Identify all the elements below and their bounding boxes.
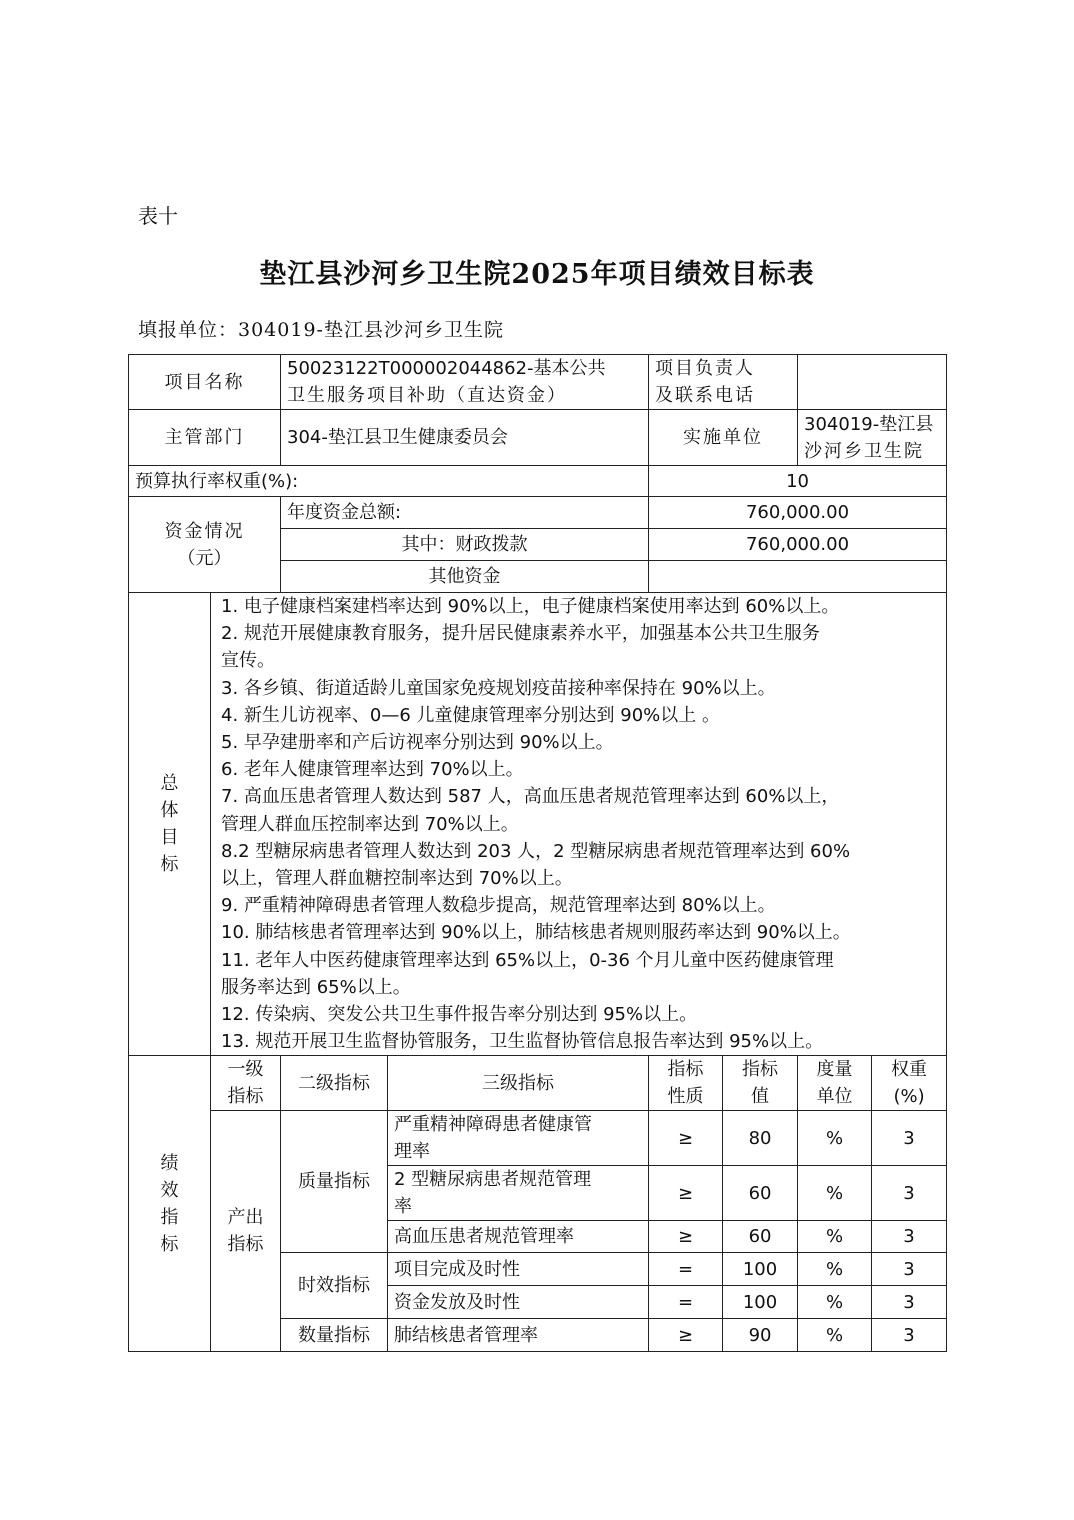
indicator-value: 60	[723, 1221, 798, 1253]
level2-quantity: 数量指标	[281, 1319, 388, 1352]
indicator-value: 60	[723, 1166, 798, 1221]
indicator-unit: %	[798, 1221, 872, 1253]
level3-indicator: 肺结核患者管理率	[388, 1319, 649, 1352]
header-nature-line: 指标	[667, 1059, 704, 1081]
annual-total-value: 760,000.00	[649, 497, 947, 529]
indicator-nature: =	[649, 1286, 723, 1319]
goal-line: 7. 高血压患者管理人数达到 587 人，高血压患者规范管理率达到 60%以上，	[221, 786, 840, 808]
goals-content	[211, 593, 947, 1056]
fiscal-value: 760,000.00	[649, 529, 947, 561]
indicator-value: 100	[723, 1253, 798, 1286]
dept-label: 主管部门	[129, 410, 281, 466]
perf-label-char: 绩	[160, 1152, 179, 1174]
indicator-weight: 3	[872, 1111, 947, 1166]
document-label: 表十	[138, 204, 178, 228]
leader-label-line1: 项目负责人	[655, 358, 756, 379]
goal-line: 11. 老年人中医药健康管理率达到 65%以上，0-36 个月儿童中医药健康管理	[221, 949, 834, 971]
goals-label-char: 体	[160, 800, 179, 822]
budget-weight-value: 10	[649, 466, 947, 497]
goal-line: 2. 规范开展健康教育服务，提升居民健康素养水平，加强基本公共卫生服务	[221, 623, 820, 645]
indicator-unit: %	[798, 1286, 872, 1319]
perf-label	[129, 1056, 211, 1352]
funds-label-line2: （元）	[177, 547, 232, 569]
indicator-unit: %	[798, 1111, 872, 1166]
project-name-label: 项目名称	[129, 355, 281, 410]
indicator-nature: ≥	[649, 1111, 723, 1166]
budget-weight-label: 预算执行率权重(%):	[129, 466, 649, 497]
indicator-weight: 3	[872, 1319, 947, 1352]
perf-label-char: 标	[160, 1233, 179, 1255]
goal-line: 服务率达到 65%以上。	[221, 976, 411, 998]
indicator-value: 80	[723, 1111, 798, 1166]
perf-label-char: 效	[160, 1179, 179, 1201]
level1-output-line: 指标	[227, 1234, 264, 1256]
header-weight-line: 权重	[891, 1059, 928, 1081]
dept-value: 304-垫江县卫生健康委员会	[281, 410, 649, 466]
goal-line: 宣传。	[221, 650, 275, 672]
level3-indicator	[388, 1111, 649, 1166]
level3-line: 率	[394, 1196, 412, 1218]
goals-label-char: 标	[160, 854, 179, 876]
indicator-unit: %	[798, 1319, 872, 1352]
leader-label	[649, 355, 798, 410]
goal-line: 管理人群血压控制率达到 70%以上。	[221, 813, 519, 835]
page-title: 垫江县沙河乡卫生院2025年项目绩效目标表	[259, 259, 815, 290]
indicator-unit: %	[798, 1253, 872, 1286]
level3-line: 理率	[394, 1141, 430, 1163]
level3-indicator: 项目完成及时性	[388, 1253, 649, 1286]
header-weight	[872, 1056, 947, 1111]
impl-label: 实施单位	[649, 410, 798, 466]
other-label: 其他资金	[281, 561, 649, 593]
impl-value-line2: 沙河乡卫生院	[804, 440, 925, 462]
header-unit-line: 单位	[816, 1086, 853, 1108]
goal-line: 12. 传染病、突发公共卫生事件报告率分别达到 95%以上。	[221, 1004, 698, 1026]
performance-table	[128, 354, 947, 1352]
indicator-value: 90	[723, 1319, 798, 1352]
header-unit	[798, 1056, 872, 1111]
goals-label-char: 总	[160, 773, 179, 795]
goal-line: 1. 电子健康档案建档率达到 90%以上，电子健康档案使用率达到 60%以上。	[221, 596, 840, 617]
level3-indicator	[388, 1166, 649, 1221]
project-name-value	[281, 355, 649, 410]
indicator-nature: ≥	[649, 1221, 723, 1253]
indicator-weight: 3	[872, 1166, 947, 1221]
header-value-line: 指标	[742, 1059, 779, 1081]
indicator-nature: ≥	[649, 1319, 723, 1352]
indicator-weight: 3	[872, 1286, 947, 1319]
level3-indicator: 高血压患者规范管理率	[388, 1221, 649, 1253]
impl-value-line1: 304019-垫江县	[804, 413, 934, 435]
fill-unit: 填报单位：304019-垫江县沙河乡卫生院	[138, 319, 504, 341]
indicator-weight: 3	[872, 1253, 947, 1286]
level1-output	[211, 1111, 281, 1352]
header-weight-line: (%)	[893, 1086, 925, 1108]
header-level2: 二级指标	[281, 1056, 388, 1111]
level2-timeliness: 时效指标	[281, 1253, 388, 1319]
header-level3: 三级指标	[388, 1056, 649, 1111]
header-value-line: 值	[751, 1086, 770, 1108]
annual-total-label: 年度资金总额:	[281, 497, 649, 529]
other-value	[649, 561, 947, 593]
header-nature	[649, 1056, 723, 1111]
indicator-nature: ≥	[649, 1166, 723, 1221]
goal-line: 4. 新生儿访视率、0—6 儿童健康管理率分别达到 90%以上 。	[221, 704, 720, 726]
funds-label	[129, 497, 281, 593]
level3-indicator: 资金发放及时性	[388, 1286, 649, 1319]
goal-line: 5. 早孕建册率和产后访视率分别达到 90%以上。	[221, 732, 614, 754]
goals-label	[129, 593, 211, 1056]
leader-label-line2: 及联系电话	[655, 385, 756, 406]
indicator-unit: %	[798, 1166, 872, 1221]
level2-quality: 质量指标	[281, 1111, 388, 1253]
project-name-line2: 卫生服务项目补助（直达资金）	[287, 385, 567, 406]
indicator-value: 100	[723, 1286, 798, 1319]
header-level1-line: 一级	[227, 1059, 264, 1081]
header-level1	[211, 1056, 281, 1111]
level3-line: 严重精神障碍患者健康管	[394, 1114, 592, 1136]
impl-value	[798, 410, 947, 466]
goal-line: 以上，管理人群血糖控制率达到 70%以上。	[221, 868, 573, 890]
funds-label-line1: 资金情况	[164, 520, 245, 542]
goal-line: 10. 肺结核患者管理率达到 90%以上，肺结核患者规则服药率达到 90%以上。	[221, 922, 851, 944]
header-level1-line: 指标	[227, 1086, 264, 1108]
level1-output-line: 产出	[227, 1207, 264, 1229]
level3-line: 2 型糖尿病患者规范管理	[394, 1169, 592, 1191]
header-value	[723, 1056, 798, 1111]
goal-line: 6. 老年人健康管理率达到 70%以上。	[221, 759, 524, 781]
fiscal-label: 其中：财政拨款	[281, 529, 649, 561]
project-name-line1: 50023122T000002044862-基本公共	[287, 358, 606, 379]
goals-label-char: 目	[160, 827, 179, 849]
indicator-nature: =	[649, 1253, 723, 1286]
leader-value	[798, 355, 947, 410]
goal-line: 13. 规范开展卫生监督协管服务，卫生监督协管信息报告率达到 95%以上。	[221, 1031, 824, 1053]
header-nature-line: 性质	[667, 1086, 704, 1108]
header-unit-line: 度量	[816, 1059, 853, 1081]
goal-line: 9. 严重精神障碍患者管理人数稳步提高，规范管理率达到 80%以上。	[221, 895, 776, 917]
goal-line: 8.2 型糖尿病患者管理人数达到 203 人，2 型糖尿病患者规范管理率达到 60%	[221, 840, 851, 862]
goal-line: 3. 各乡镇、街道适龄儿童国家免疫规划疫苗接种率保持在 90%以上。	[221, 677, 776, 699]
perf-label-char: 指	[160, 1206, 179, 1228]
indicator-weight: 3	[872, 1221, 947, 1253]
